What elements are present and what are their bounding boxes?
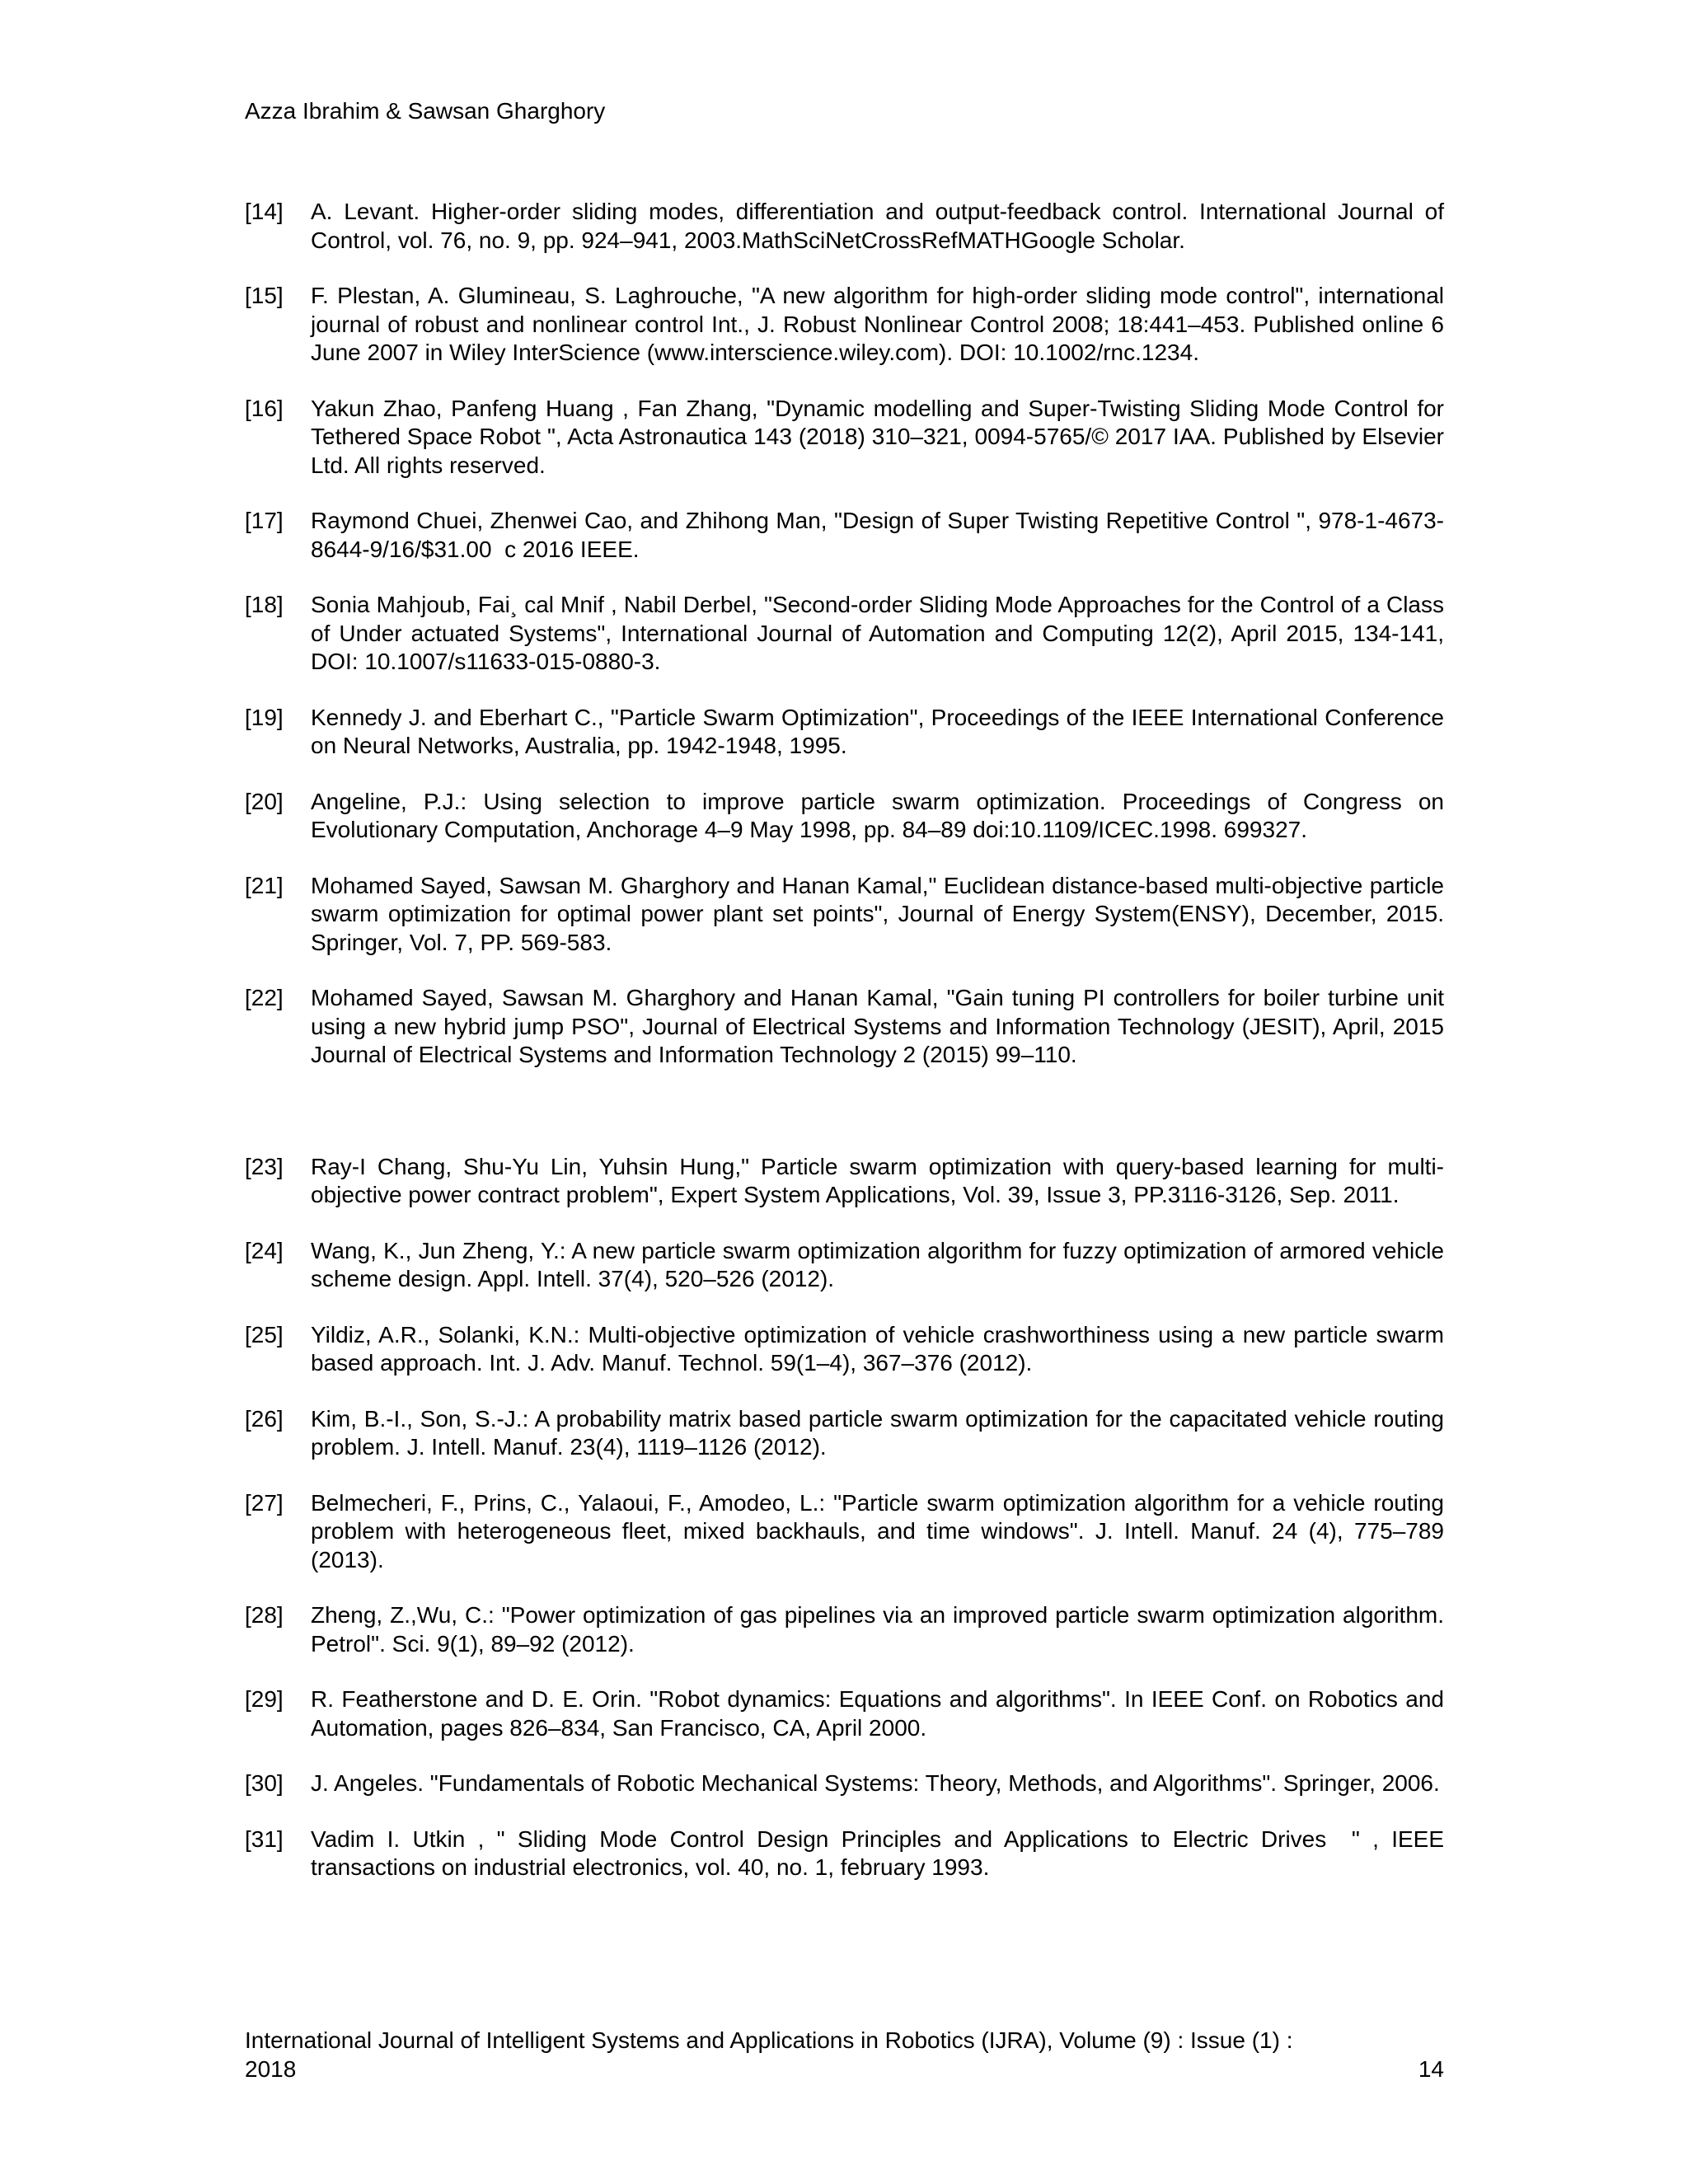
reference-number: [30] <box>245 1770 284 1796</box>
footer-journal-title: International Journal of Intelligent Systems and Applications in Robotics (IJRA), Volume (9) : Issue (1) : <box>245 2027 1293 2053</box>
reference-text: Kennedy J. and Eberhart C., "Particle Swarm Optimization", Proceedings of the IEEE International Conference on Neural Networks, Australia, pp. 1942-1948, 1995. <box>311 704 1444 758</box>
reference-item <box>245 788 1444 845</box>
reference-text: Mohamed Sayed, Sawsan M. Gharghory and Hanan Kamal," Euclidean distance-based multi-objective particle swarm optimization for optimal power plant set points", Journal of Energy System(ENSY), December, 2015. Springer, Vol. 7, PP. 569-583. <box>311 872 1444 955</box>
reference-number: [29] <box>245 1686 284 1712</box>
reference-number: [17] <box>245 508 284 533</box>
reference-number: [28] <box>245 1602 284 1628</box>
reference-item <box>245 704 1444 761</box>
reference-list <box>245 198 1444 1910</box>
footer-year: 2018 <box>245 2055 297 2082</box>
reference-item <box>245 1769 1444 1798</box>
reference-item <box>245 1237 1444 1294</box>
reference-item <box>245 1405 1444 1462</box>
reference-item <box>245 1825 1444 1882</box>
reference-number: [16] <box>245 395 284 421</box>
reference-item <box>245 984 1444 1070</box>
running-header-authors: Azza Ibrahim & Sawsan Gharghory <box>245 98 606 124</box>
reference-number: [15] <box>245 283 284 308</box>
reference-number: [23] <box>245 1153 284 1179</box>
reference-number: [24] <box>245 1237 284 1263</box>
reference-item <box>245 1489 1444 1575</box>
reference-number: [25] <box>245 1321 284 1347</box>
reference-number: [26] <box>245 1405 284 1432</box>
reference-number: [14] <box>245 199 284 224</box>
reference-item <box>245 395 1444 480</box>
reference-text: F. Plestan, A. Glumineau, S. Laghrouche, "A new algorithm for high-order sliding mode control", international journal of robust and nonlinear control Int., J. Robust Nonlinear Control 2008; 18:441–453. Published online 6 June 2007 in Wiley InterScience (www.interscience.wiley.com). DOI: 10.1002/rnc.1234. <box>311 283 1444 365</box>
reference-text: Kim, B.-I., Son, S.-J.: A probability matrix based particle swarm optimization for the capacitated vehicle routing problem. J. Intell. Manuf. 23(4), 1119–1126 (2012). <box>311 1405 1444 1460</box>
reference-text: Yildiz, A.R., Solanki, K.N.: Multi-objective optimization of vehicle crashworthiness using a new particle swarm based approach. Int. J. Adv. Manuf. Technol. 59(1–4), 367–376 (2012). <box>311 1321 1444 1376</box>
reference-number: [18] <box>245 592 284 617</box>
reference-text: R. Featherstone and D. E. Orin. "Robot dynamics: Equations and algorithms". In IEEE Conf. on Robotics and Automation, pages 826–834, San Francisco, CA, April 2000. <box>311 1686 1444 1741</box>
reference-text: Wang, K., Jun Zheng, Y.: A new particle swarm optimization algorithm for fuzzy optimization of armored vehicle scheme design. Appl. Intell. 37(4), 520–526 (2012). <box>311 1237 1444 1291</box>
reference-number: [22] <box>245 985 284 1010</box>
reference-text: J. Angeles. "Fundamentals of Robotic Mechanical Systems: Theory, Methods, and Algorithms". Springer, 2006. <box>311 1770 1440 1796</box>
reference-number: [21] <box>245 872 284 898</box>
reference-item <box>245 282 1444 368</box>
reference-text: Ray-I Chang, Shu-Yu Lin, Yuhsin Hung," Particle swarm optimization with query-based learning for multi-objective power contract problem", Expert System Applications, Vol. 39, Issue 3, PP.3116-3126, Sep. 2011. <box>311 1153 1444 1207</box>
reference-number: [20] <box>245 788 284 814</box>
reference-item <box>245 198 1444 255</box>
reference-item <box>245 1601 1444 1658</box>
reference-item <box>245 1321 1444 1378</box>
reference-item <box>245 591 1444 677</box>
reference-number: [19] <box>245 704 284 730</box>
reference-text: Vadim I. Utkin , " Sliding Mode Control Design Principles and Applications to Electric Drives " , IEEE transactions on industrial electronics, vol. 40, no. 1, february 1993. <box>311 1825 1444 1880</box>
reference-text: Belmecheri, F., Prins, C., Yalaoui, F., Amodeo, L.: "Particle swarm optimization algorithm for a vehicle routing problem with heterogeneous fleet, mixed backhauls, and time windows". J. Intell. Manuf. 24 (4), 775–789 (2013). <box>311 1489 1444 1572</box>
reference-text: Zheng, Z.,Wu, C.: "Power optimization of gas pipelines via an improved particle swarm optimization algorithm. Petrol". Sci. 9(1), 89–92 (2012). <box>311 1602 1444 1657</box>
page-number: 14 <box>1418 2055 1444 2082</box>
reference-item <box>245 507 1444 564</box>
reference-text: Mohamed Sayed, Sawsan M. Gharghory and Hanan Kamal, "Gain tuning PI controllers for boiler turbine unit using a new hybrid jump PSO", Journal of Electrical Systems and Information Technology (JESIT), April, 2015 Journal of Electrical Systems and Information Technology 2 (2015) 99–110. <box>311 985 1444 1067</box>
reference-number: [27] <box>245 1489 284 1516</box>
reference-text: A. Levant. Higher-order sliding modes, differentiation and output-feedback control. International Journal of Control, vol. 76, no. 9, pp. 924–941, 2003.MathSciNetCrossRefMATHGoogle Scholar. <box>311 199 1444 253</box>
reference-text: Raymond Chuei, Zhenwei Cao, and Zhihong Man, "Design of Super Twisting Repetitive Control ", 978-1-4673-8644-9/16/$31.00 c 2016 IEEE. <box>311 508 1444 562</box>
reference-text: Sonia Mahjoub, Fai¸ cal Mnif , Nabil Derbel, "Second-order Sliding Mode Approaches for the Control of a Class of Under actuated Systems", International Journal of Automation and Computing 12(2), April 2015, 134-141, DOI: 10.1007/s11633-015-0880-3. <box>311 592 1444 674</box>
reference-item <box>245 1685 1444 1742</box>
reference-text: Yakun Zhao, Panfeng Huang , Fan Zhang, "Dynamic modelling and Super-Twisting Sliding Mode Control for Tethered Space Robot ", Acta Astronautica 143 (2018) 310–321, 0094-5765/© 2017 IAA. Published by Elsevier Ltd. All rights reserved. <box>311 395 1444 478</box>
page-footer <box>245 2027 1444 2083</box>
reference-item <box>245 872 1444 958</box>
footer-bottom-row <box>245 2055 1444 2084</box>
reference-number: [31] <box>245 1825 284 1852</box>
reference-item <box>245 1153 1444 1210</box>
reference-text: Angeline, P.J.: Using selection to improve particle swarm optimization. Proceedings of Congress on Evolutionary Computation, Anchorage 4–9 May 1998, pp. 84–89 doi:10.1109/ICEC.1998. 699327. <box>311 788 1444 842</box>
